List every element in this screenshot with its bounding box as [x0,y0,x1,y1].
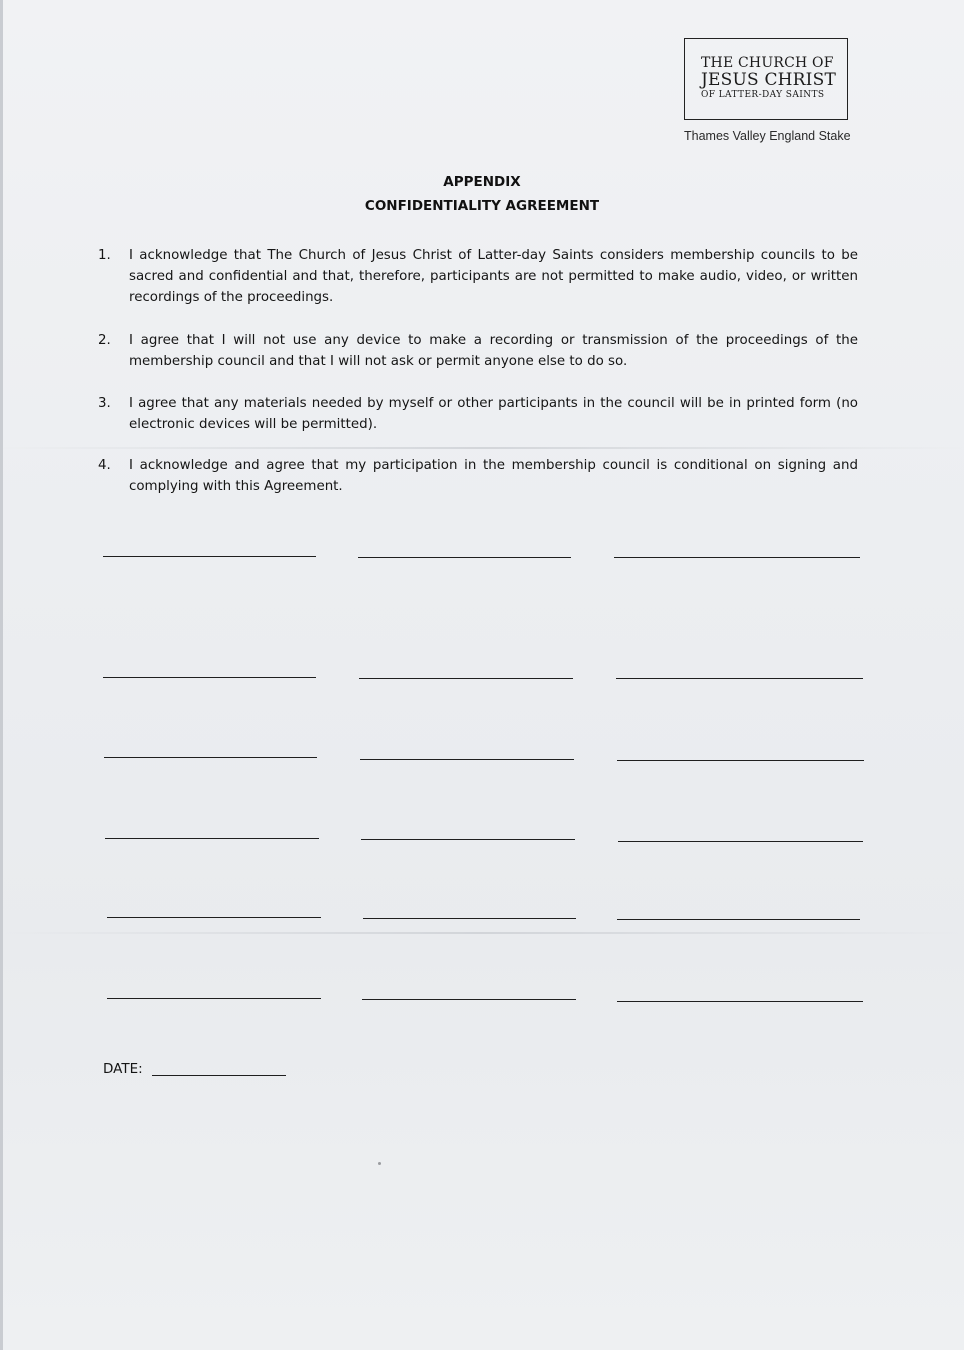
clause-2 [98,330,858,372]
signature-line[interactable] [107,998,321,999]
stake-name: Thames Valley England Stake [684,129,851,143]
document-heading: APPENDIX [443,174,521,190]
clause-1 [98,245,858,308]
logo-line-1: THE CHURCH OF [701,55,834,71]
clause-number: 2. [98,333,111,348]
clause-number: 1. [98,248,111,263]
paper-fold-line [0,447,964,449]
signature-line[interactable] [363,918,576,919]
signature-line[interactable] [617,760,864,761]
clause-number: 4. [98,458,111,473]
clause-number: 3. [98,396,111,411]
clause-4 [98,455,858,497]
church-logo [684,38,848,120]
signature-line[interactable] [103,677,316,678]
signature-line[interactable] [617,919,860,920]
signature-line[interactable] [360,759,574,760]
document-title: CONFIDENTIALITY AGREEMENT [364,198,600,214]
signature-line[interactable] [358,557,571,558]
date-line[interactable] [152,1075,286,1076]
clause-text: I agree that I will not use any device to make a recording or transmission of the proceedings of the membership council and that I will not ask or permit anyone else to do so. [129,333,858,369]
signature-line[interactable] [361,839,575,840]
signature-line[interactable] [618,841,863,842]
logo-line-2: JESUS CHRIST [701,70,836,90]
clause-text: I acknowledge that The Church of Jesus Christ of Latter-day Saints considers membership councils to be sacred and confidential and that, therefore, participants are not permitted to make audio, video, or written recordings of the proceedings. [129,248,858,305]
clause-text: I acknowledge and agree that my participation in the membership council is conditional on signing and complying with this Agreement. [129,458,858,494]
signature-line[interactable] [103,556,316,557]
clause-3 [98,393,858,435]
paper-speck [378,1162,381,1165]
signature-line[interactable] [107,917,321,918]
signature-line[interactable] [104,757,317,758]
signature-line[interactable] [617,1001,863,1002]
signature-line[interactable] [105,838,319,839]
signature-line[interactable] [359,678,573,679]
paper-fold-line [0,932,964,934]
clause-text: I agree that any materials needed by myself or other participants in the council will be in printed form (no electronic devices will be permitted). [129,396,858,432]
signature-line[interactable] [616,678,863,679]
signature-line[interactable] [362,999,576,1000]
logo-line-3: OF LATTER-DAY SAINTS [701,90,825,100]
signature-line[interactable] [614,557,860,558]
date-label: DATE: [103,1061,143,1077]
